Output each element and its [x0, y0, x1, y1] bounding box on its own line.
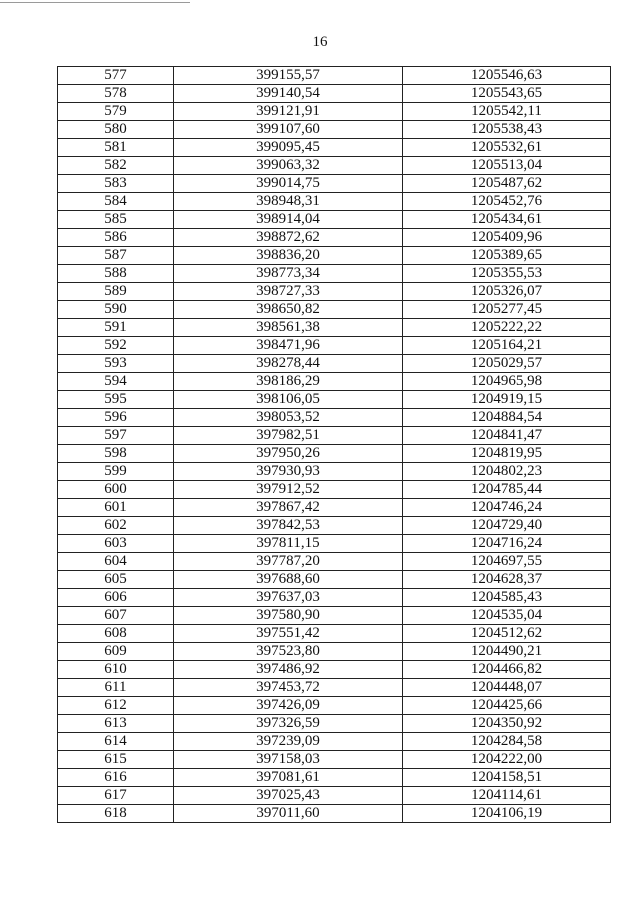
coordinates-table [57, 66, 611, 823]
x-coordinate-cell: 397580,90 [174, 607, 403, 625]
x-coordinate-cell: 397982,51 [174, 427, 403, 445]
x-coordinate-cell: 399140,54 [174, 85, 403, 103]
point-number-cell: 578 [58, 85, 174, 103]
table-row [58, 391, 611, 409]
point-number-cell: 613 [58, 715, 174, 733]
point-number-cell: 616 [58, 769, 174, 787]
point-number-cell: 615 [58, 751, 174, 769]
x-coordinate-cell: 398106,05 [174, 391, 403, 409]
point-number-cell: 589 [58, 283, 174, 301]
table-row [58, 535, 611, 553]
y-coordinate-cell: 1204628,37 [403, 571, 611, 589]
point-number-cell: 587 [58, 247, 174, 265]
y-coordinate-cell: 1204512,62 [403, 625, 611, 643]
x-coordinate-cell: 399107,60 [174, 121, 403, 139]
y-coordinate-cell: 1204158,51 [403, 769, 611, 787]
x-coordinate-cell: 399121,91 [174, 103, 403, 121]
x-coordinate-cell: 398650,82 [174, 301, 403, 319]
table-row [58, 517, 611, 535]
table-row [58, 409, 611, 427]
x-coordinate-cell: 397426,09 [174, 697, 403, 715]
point-number-cell: 614 [58, 733, 174, 751]
point-number-cell: 605 [58, 571, 174, 589]
point-number-cell: 607 [58, 607, 174, 625]
x-coordinate-cell: 397637,03 [174, 589, 403, 607]
x-coordinate-cell: 397867,42 [174, 499, 403, 517]
y-coordinate-cell: 1205538,43 [403, 121, 611, 139]
x-coordinate-cell: 397688,60 [174, 571, 403, 589]
point-number-cell: 592 [58, 337, 174, 355]
point-number-cell: 596 [58, 409, 174, 427]
table-row [58, 229, 611, 247]
table-row [58, 787, 611, 805]
y-coordinate-cell: 1204106,19 [403, 805, 611, 823]
y-coordinate-cell: 1205164,21 [403, 337, 611, 355]
point-number-cell: 617 [58, 787, 174, 805]
y-coordinate-cell: 1204284,58 [403, 733, 611, 751]
y-coordinate-cell: 1204965,98 [403, 373, 611, 391]
x-coordinate-cell: 398053,52 [174, 409, 403, 427]
table-row [58, 625, 611, 643]
x-coordinate-cell: 397787,20 [174, 553, 403, 571]
table-row [58, 247, 611, 265]
table-row [58, 193, 611, 211]
y-coordinate-cell: 1204819,95 [403, 445, 611, 463]
x-coordinate-cell: 397523,80 [174, 643, 403, 661]
table-row [58, 373, 611, 391]
y-coordinate-cell: 1205389,65 [403, 247, 611, 265]
x-coordinate-cell: 397950,26 [174, 445, 403, 463]
scan-edge-line [0, 2, 190, 3]
y-coordinate-cell: 1204350,92 [403, 715, 611, 733]
x-coordinate-cell: 398948,31 [174, 193, 403, 211]
point-number-cell: 590 [58, 301, 174, 319]
x-coordinate-cell: 397811,15 [174, 535, 403, 553]
y-coordinate-cell: 1205513,04 [403, 157, 611, 175]
x-coordinate-cell: 397453,72 [174, 679, 403, 697]
point-number-cell: 601 [58, 499, 174, 517]
point-number-cell: 598 [58, 445, 174, 463]
x-coordinate-cell: 397930,93 [174, 463, 403, 481]
table-row [58, 103, 611, 121]
table-row [58, 607, 611, 625]
y-coordinate-cell: 1204114,61 [403, 787, 611, 805]
table-row [58, 643, 611, 661]
point-number-cell: 604 [58, 553, 174, 571]
y-coordinate-cell: 1204785,44 [403, 481, 611, 499]
y-coordinate-cell: 1204448,07 [403, 679, 611, 697]
table-row [58, 661, 611, 679]
x-coordinate-cell: 398471,96 [174, 337, 403, 355]
y-coordinate-cell: 1205326,07 [403, 283, 611, 301]
point-number-cell: 610 [58, 661, 174, 679]
table-row [58, 463, 611, 481]
table-row [58, 355, 611, 373]
point-number-cell: 606 [58, 589, 174, 607]
table-row [58, 301, 611, 319]
x-coordinate-cell: 397912,52 [174, 481, 403, 499]
y-coordinate-cell: 1204697,55 [403, 553, 611, 571]
x-coordinate-cell: 397025,43 [174, 787, 403, 805]
table-row [58, 481, 611, 499]
table-row [58, 445, 611, 463]
point-number-cell: 599 [58, 463, 174, 481]
y-coordinate-cell: 1204919,15 [403, 391, 611, 409]
y-coordinate-cell: 1205409,96 [403, 229, 611, 247]
point-number-cell: 579 [58, 103, 174, 121]
table-row [58, 571, 611, 589]
page-number: 16 [312, 34, 328, 50]
y-coordinate-cell: 1205542,11 [403, 103, 611, 121]
table-row [58, 265, 611, 283]
point-number-cell: 581 [58, 139, 174, 157]
y-coordinate-cell: 1204841,47 [403, 427, 611, 445]
table-row [58, 751, 611, 769]
x-coordinate-cell: 397081,61 [174, 769, 403, 787]
x-coordinate-cell: 399014,75 [174, 175, 403, 193]
table-row [58, 499, 611, 517]
x-coordinate-cell: 397239,09 [174, 733, 403, 751]
table-row [58, 715, 611, 733]
table-row [58, 319, 611, 337]
y-coordinate-cell: 1204490,21 [403, 643, 611, 661]
y-coordinate-cell: 1204466,82 [403, 661, 611, 679]
point-number-cell: 594 [58, 373, 174, 391]
point-number-cell: 591 [58, 319, 174, 337]
point-number-cell: 583 [58, 175, 174, 193]
y-coordinate-cell: 1205532,61 [403, 139, 611, 157]
x-coordinate-cell: 397011,60 [174, 805, 403, 823]
coordinates-table-body [58, 67, 611, 823]
table-row [58, 697, 611, 715]
x-coordinate-cell: 397842,53 [174, 517, 403, 535]
point-number-cell: 603 [58, 535, 174, 553]
x-coordinate-cell: 399155,57 [174, 67, 403, 85]
y-coordinate-cell: 1205222,22 [403, 319, 611, 337]
table-row [58, 85, 611, 103]
y-coordinate-cell: 1205487,62 [403, 175, 611, 193]
point-number-cell: 585 [58, 211, 174, 229]
y-coordinate-cell: 1205452,76 [403, 193, 611, 211]
point-number-cell: 608 [58, 625, 174, 643]
table-row [58, 589, 611, 607]
y-coordinate-cell: 1204535,04 [403, 607, 611, 625]
table-row [58, 427, 611, 445]
y-coordinate-cell: 1204884,54 [403, 409, 611, 427]
point-number-cell: 609 [58, 643, 174, 661]
table-row [58, 121, 611, 139]
point-number-cell: 611 [58, 679, 174, 697]
point-number-cell: 582 [58, 157, 174, 175]
point-number-cell: 580 [58, 121, 174, 139]
table-row [58, 805, 611, 823]
table-row [58, 67, 611, 85]
x-coordinate-cell: 397326,59 [174, 715, 403, 733]
table-row [58, 769, 611, 787]
table-row [58, 283, 611, 301]
point-number-cell: 593 [58, 355, 174, 373]
y-coordinate-cell: 1205029,57 [403, 355, 611, 373]
x-coordinate-cell: 398836,20 [174, 247, 403, 265]
table-row [58, 211, 611, 229]
y-coordinate-cell: 1204585,43 [403, 589, 611, 607]
x-coordinate-cell: 398186,29 [174, 373, 403, 391]
x-coordinate-cell: 398773,34 [174, 265, 403, 283]
y-coordinate-cell: 1205355,53 [403, 265, 611, 283]
point-number-cell: 584 [58, 193, 174, 211]
x-coordinate-cell: 398872,62 [174, 229, 403, 247]
x-coordinate-cell: 398914,04 [174, 211, 403, 229]
point-number-cell: 612 [58, 697, 174, 715]
y-coordinate-cell: 1205543,65 [403, 85, 611, 103]
y-coordinate-cell: 1204729,40 [403, 517, 611, 535]
x-coordinate-cell: 397486,92 [174, 661, 403, 679]
y-coordinate-cell: 1204716,24 [403, 535, 611, 553]
table-row [58, 553, 611, 571]
table-row [58, 733, 611, 751]
y-coordinate-cell: 1204425,66 [403, 697, 611, 715]
x-coordinate-cell: 399095,45 [174, 139, 403, 157]
table-row [58, 139, 611, 157]
point-number-cell: 577 [58, 67, 174, 85]
point-number-cell: 586 [58, 229, 174, 247]
x-coordinate-cell: 398561,38 [174, 319, 403, 337]
point-number-cell: 600 [58, 481, 174, 499]
point-number-cell: 618 [58, 805, 174, 823]
x-coordinate-cell: 398727,33 [174, 283, 403, 301]
y-coordinate-cell: 1205546,63 [403, 67, 611, 85]
point-number-cell: 597 [58, 427, 174, 445]
x-coordinate-cell: 398278,44 [174, 355, 403, 373]
table-row [58, 175, 611, 193]
table-row [58, 679, 611, 697]
y-coordinate-cell: 1205434,61 [403, 211, 611, 229]
x-coordinate-cell: 397551,42 [174, 625, 403, 643]
point-number-cell: 595 [58, 391, 174, 409]
table-row [58, 337, 611, 355]
table-row [58, 157, 611, 175]
y-coordinate-cell: 1205277,45 [403, 301, 611, 319]
point-number-cell: 588 [58, 265, 174, 283]
y-coordinate-cell: 1204802,23 [403, 463, 611, 481]
x-coordinate-cell: 397158,03 [174, 751, 403, 769]
y-coordinate-cell: 1204222,00 [403, 751, 611, 769]
point-number-cell: 602 [58, 517, 174, 535]
x-coordinate-cell: 399063,32 [174, 157, 403, 175]
y-coordinate-cell: 1204746,24 [403, 499, 611, 517]
